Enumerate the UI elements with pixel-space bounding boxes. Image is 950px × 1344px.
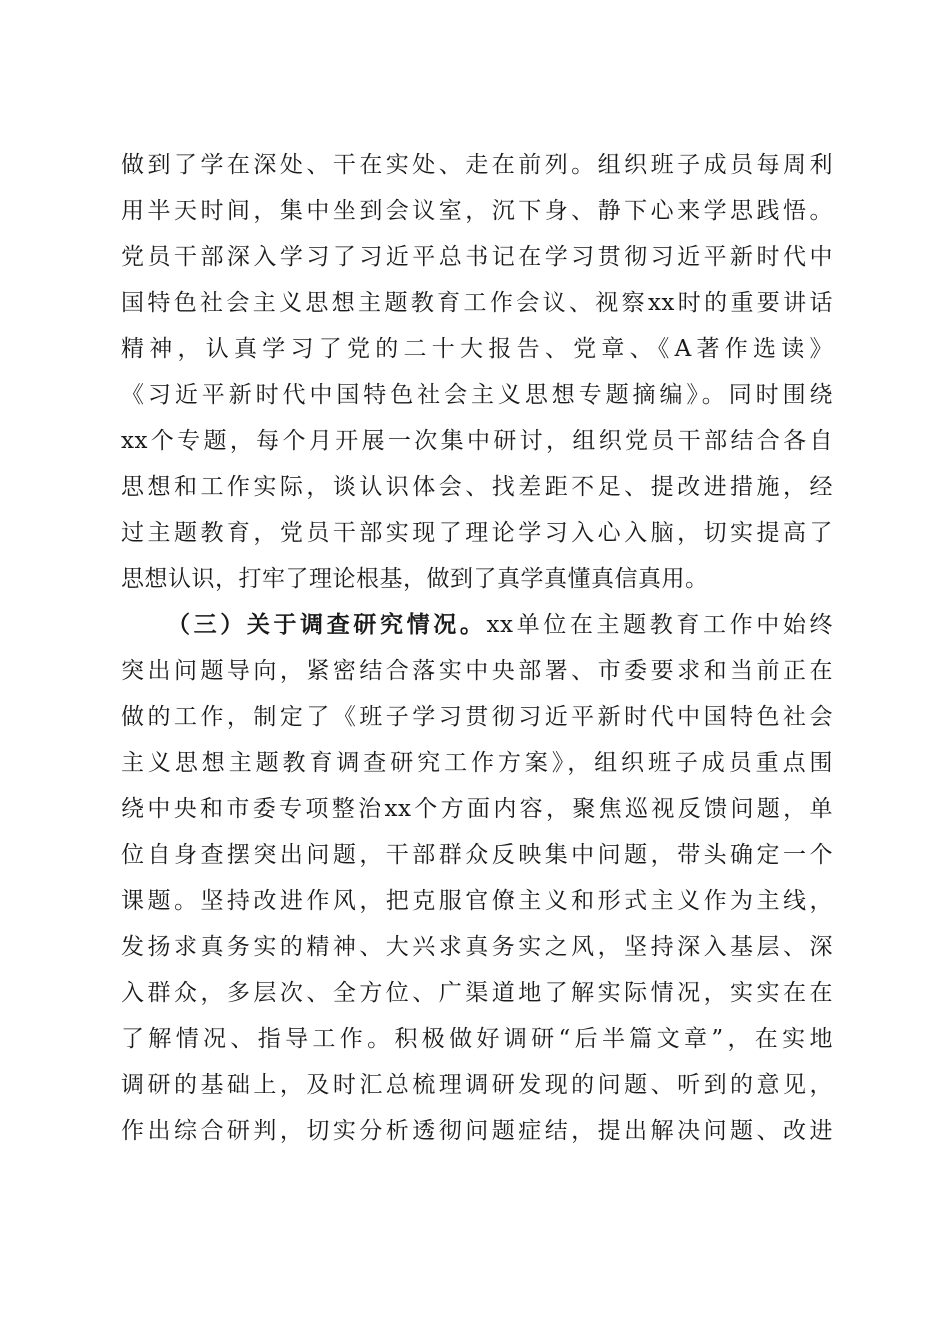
paragraph-line: 做的工作，制定了《班子学习贯彻习近平新时代中国特色社会 — [121, 704, 833, 730]
document-body — [121, 142, 833, 1154]
paragraph-line: 发扬求真务实的精神、大兴求真务实之风，坚持深入基层、深 — [121, 934, 833, 960]
paragraph-line: 党员干部深入学习了习近平总书记在学习贯彻习近平新时代中 — [121, 244, 833, 270]
paragraph-line: 绕中央和市委专项整治xx个方面内容，聚焦巡视反馈问题，单 — [121, 796, 833, 822]
paragraph-line: 主义思想主题教育调查研究工作方案》，组织班子成员重点围 — [121, 750, 833, 776]
paragraph-line: 作出综合研判，切实分析透彻问题症结，提出解决问题、改进 — [121, 1118, 833, 1144]
paragraph-line: 做到了学在深处、干在实处、走在前列。组织班子成员每周利 — [121, 152, 833, 178]
paragraph-line: xx个专题，每个月开展一次集中研讨，组织党员干部结合各自 — [121, 428, 833, 454]
section-3-first-line — [121, 602, 833, 648]
paragraph-line: 用半天时间，集中坐到会议室，沉下身、静下心来学思践悟。 — [121, 198, 833, 224]
paragraph-line: 位自身查摆突出问题，干部群众反映集中问题，带头确定一个 — [121, 842, 833, 868]
paragraph-line: 过主题教育，党员干部实现了理论学习入心入脑，切实提高了 — [121, 520, 833, 546]
paragraph-line: 思想和工作实际，谈认识体会、找差距不足、提改进措施，经 — [121, 474, 833, 500]
paragraph-line: 了解情况、指导工作。积极做好调研“后半篇文章”，在实地 — [121, 1026, 833, 1052]
section-3-first-line-text: xx单位在主题教育工作中始终 — [486, 612, 833, 638]
paragraph-line: 调研的基础上，及时汇总梳理调研发现的问题、听到的意见， — [121, 1072, 833, 1098]
section-3-heading: （三）关于调查研究情况。 — [167, 611, 487, 638]
paragraph-line: 突出问题导向，紧密结合落实中央部署、市委要求和当前正在 — [121, 658, 833, 684]
paragraph-line: 国特色社会主义思想主题教育工作会议、视察xx时的重要讲话 — [121, 290, 833, 316]
paragraph-line: 思想认识，打牢了理论根基，做到了真学真懂真信真用。 — [121, 566, 709, 592]
paragraph-line: 《习近平新时代中国特色社会主义思想专题摘编》。同时围绕 — [121, 382, 833, 408]
paragraph-line: 精神，认真学习了党的二十大报告、党章、《A著作选读》 — [121, 336, 833, 362]
paragraph-line: 课题。坚持改进作风，把克服官僚主义和形式主义作为主线， — [121, 888, 833, 914]
paragraph-line: 入群众，多层次、全方位、广渠道地了解实际情况，实实在在 — [121, 980, 833, 1006]
